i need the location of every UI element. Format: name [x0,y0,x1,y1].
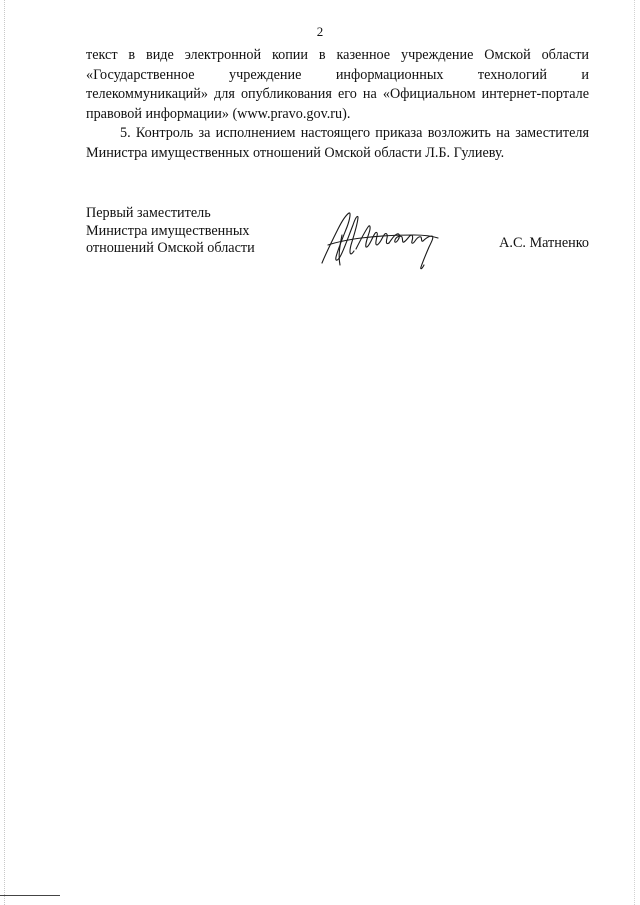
footer-rule [0,895,60,896]
scan-margin-left [4,0,6,905]
signature-block [86,205,606,285]
document-body [86,46,589,164]
paragraph-item-5: 5. Контроль за исполнением настоящего приказа возложить на заместителя Министра имущественных отношений Омской области Л.Б. Гулиеву. [86,125,589,161]
signer-title-line-2: Министра имущественных [86,222,250,239]
signer-title-line-3: отношений Омской области [86,240,255,256]
page-number: 2 [316,24,324,39]
scan-margin-right [634,0,636,905]
signer-title-line-1: Первый заместитель [86,205,211,221]
signer-name: А.С. Матненко [499,235,589,251]
paragraph-continuation: текст в виде электронной копии в казенное учреждение Омской области «Государственное учреждение информационных технологий и телекоммуникаций» для опубликования его на «Официальном интернет-портале правовой информации» (www.pravo.gov.ru). [86,47,589,122]
